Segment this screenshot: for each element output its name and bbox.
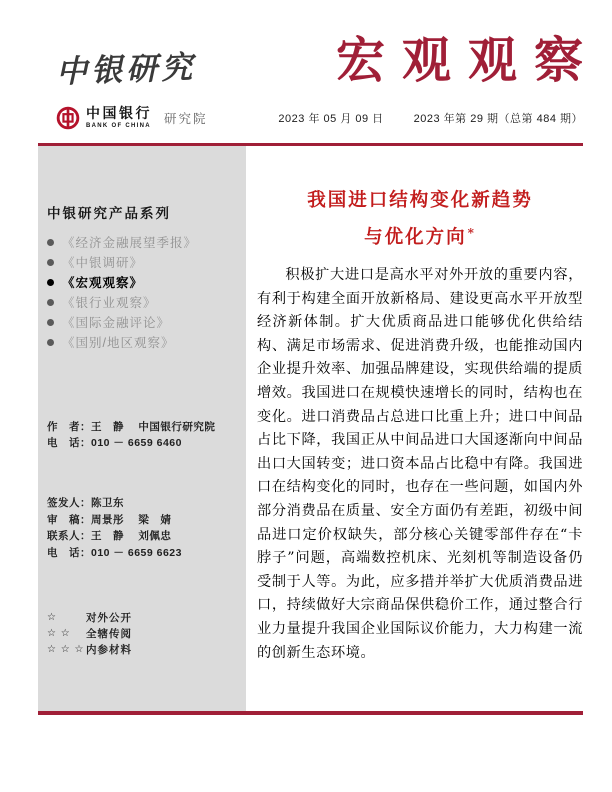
title-footnote-asterisk: * <box>467 226 476 240</box>
classification-label: 对外公开 <box>86 612 132 624</box>
series-item <box>47 232 197 252</box>
article-area <box>257 191 583 679</box>
bank-name-cn: 中国银行 <box>86 106 152 122</box>
bullet-icon <box>47 259 54 266</box>
publisher-row <box>56 106 583 130</box>
classification-row <box>47 610 132 626</box>
series-item <box>47 252 197 272</box>
series-item-label: 《国别/地区观察》 <box>62 336 175 350</box>
bank-name-en: BANK OF CHINA <box>86 123 151 129</box>
classification-row <box>47 626 132 642</box>
star-marker: ☆ <box>47 612 57 623</box>
article-title-line2 <box>257 228 583 249</box>
series-item <box>47 292 197 312</box>
abstract-paragraph: 积极扩大进口是高水平对外开放的重要内容，有利于构建全面开放新格局、建设更高水平开放型经济新体制。扩大优质商品进口能够优化供给结构、满足市场需求、促进消费升级，也能推动国内企业提升效率、加强品牌建设，实现供给端的提质增效。我国进口在规模快速增长的同时，结构也在变化。进口消费品占总进口比重上升；进口中间品占比下降，我国正从中间品进口大国逐渐向中间品出口大国转变；进口资本品占比稳中有降。我国进口在结构变化的同时，也存在一些问题，如国内外部分消费品在质量、安全方面仍有差距，初级中间品进口定价权缺失，部分核心关键零部件存在“卡脖子”问题，高端数控机床、光刻机等制造设备仍受制于人等。为此，应多措并举扩大优质消费品进口，持续做好大宗商品保供稳价工作，通过整合行业力量提升我国企业国际议价能力，大力构建一流的创新生态环境。 <box>257 267 583 661</box>
masthead-title: 宏观观察 <box>335 31 600 89</box>
classification-legend <box>47 610 132 658</box>
series-item-label: 《中银调研》 <box>62 256 144 270</box>
series-item <box>47 312 197 332</box>
footer-rule <box>38 711 583 715</box>
date-issue-row <box>278 110 583 126</box>
series-item-label: 《国际金融评论》 <box>62 316 171 330</box>
bullet-icon <box>47 239 54 246</box>
series-item-label: 《经济金融展望季报》 <box>62 236 198 250</box>
series-title: 中银研究产品系列 <box>47 206 171 221</box>
bullet-icon <box>47 279 54 286</box>
signoff-block <box>47 495 182 561</box>
bullet-icon <box>47 339 54 346</box>
series-item-label: 《银行业观察》 <box>62 296 157 310</box>
institute-label: 研究院 <box>164 112 208 126</box>
classification-row <box>47 642 132 658</box>
bank-of-china-logo-icon <box>56 106 80 130</box>
bullet-icon <box>47 319 54 326</box>
article-title-line1: 我国进口结构变化新趋势 <box>307 190 533 211</box>
bullet-icon <box>47 299 54 306</box>
series-list <box>47 232 197 352</box>
issue-date: 2023 年 05 月 09 日 <box>278 113 384 125</box>
author-phone-line: 电 话：010 － 6659 6460 <box>47 436 182 449</box>
series-item-current <box>47 272 197 292</box>
bank-name-block <box>86 107 152 129</box>
classification-label: 内参材料 <box>86 644 132 656</box>
star-marker: ☆ ☆ <box>47 628 71 639</box>
reviewer-line: 审 稿：周景彤 梁 婧 <box>47 513 172 526</box>
sidebar <box>38 146 246 711</box>
author-block <box>47 420 215 451</box>
series-item-label: 《宏观观察》 <box>62 276 144 290</box>
author-line: 作 者：王 静 中国银行研究院 <box>47 421 216 433</box>
contact-phone-line: 电 话：010 － 6659 6623 <box>47 546 182 559</box>
series-item <box>47 332 197 352</box>
brand-calligraphy: 中银研究 <box>55 49 197 91</box>
issuer-line: 签发人：陈卫东 <box>47 497 124 509</box>
article-title-line2-text: 与优化方向 <box>364 227 467 248</box>
star-marker: ☆ ☆ ☆ <box>47 644 85 655</box>
issue-number: 2023 年第 29 期（总第 484 期） <box>413 113 583 125</box>
contact-line: 联系人：王 静 刘佩忠 <box>47 530 172 542</box>
classification-label: 全辖传阅 <box>86 628 132 640</box>
